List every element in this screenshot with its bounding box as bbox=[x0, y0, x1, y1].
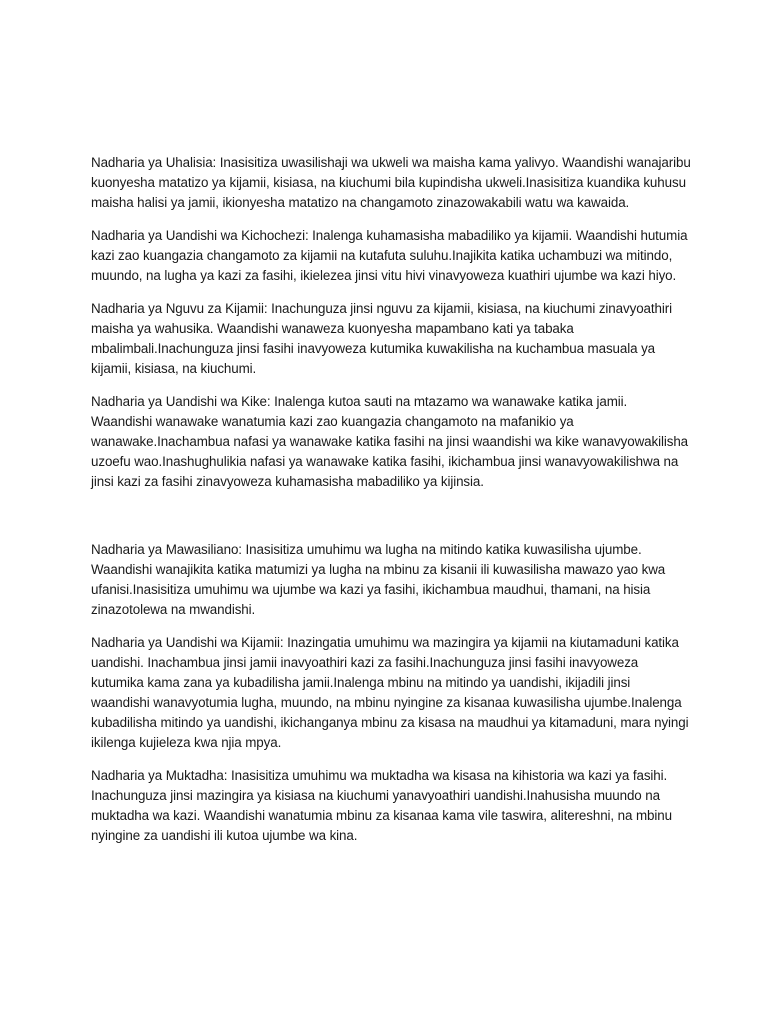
paragraph-muktadha: Nadharia ya Muktadha: Inasisitiza umuhimu wa muktadha wa kisasa na kihistoria wa kazi ya fasihi. Inachunguza jinsi mazingira ya kisiasa na kiuchumi yanavyoathiri uandishi.Inahusisha muundo na muktadha wa kazi. Waandishi wanatumia mbinu za kisanaa kama vile taswira, alitereshni, na mbinu nyingine za uandishi ili kutoa ujumbe wa kina. bbox=[91, 768, 672, 843]
paragraph-nguvu-za-kijamii: Nadharia ya Nguvu za Kijamii: Inachunguza jinsi nguvu za kijamii, kisiasa, na kiuchumi zinavyoathiri maisha ya wahusika. Waandishi wanaweza kuonyesha mapambano kati ya tabaka mbalimbali.Inachunguza jinsi fasihi inavyoweza kutumika kuwakilisha na kuchambua masuala ya kijamii, kisiasa, na kiuchumi. bbox=[91, 301, 672, 376]
paragraph-uandishi-kichochezi: Nadharia ya Uandishi wa Kichochezi: Inalenga kuhamasisha mabadiliko ya kijamii. Waandishi hutumia kazi zao kuangazia changamoto za kijamii na kutafuta suluhu.Inajikita katika uchambuzi wa mitindo, muundo, na lugha ya kazi za fasihi, ikielezea jinsi vitu hivi vinavyoweza kuathiri ujumbe wa kazi hiyo. bbox=[91, 228, 688, 283]
paragraph-uhalisia: Nadharia ya Uhalisia: Inasisitiza uwasilishaji wa ukweli wa maisha kama yalivyo. Waandishi wanajaribu kuonyesha matatizo ya kijamii, kisiasa, na kiuchumi bila kupindisha ukweli.Inasisitiza kuandika kuhusu maisha halisi ya jamii, ikionyesha matatizo na changamoto zinazowakabili watu wa kawaida. bbox=[91, 155, 691, 210]
document-body bbox=[91, 153, 691, 859]
paragraph-uandishi-kijamii: Nadharia ya Uandishi wa Kijamii: Inazingatia umuhimu wa mazingira ya kijamii na kiutamaduni katika uandishi. Inachambua jinsi jamii inavyoathiri kazi za fasihi.Inachunguza jinsi fasihi inavyoweza kutumika kama zana ya kubadilisha jamii.Inalenga mbinu na mitindo ya uandishi, ikijadili jinsi waandishi wanavyotumia lugha, muundo, na mbinu nyingine za kisanaa kuwasilisha ujumbe.Inalenga kubadilisha mitindo ya uandishi, ikichanganya mbinu za kisasa na maudhui ya kitamaduni, mara nyingi ikilenga kujieleza kwa njia mpya. bbox=[91, 635, 689, 750]
paragraph-mawasiliano: Nadharia ya Mawasiliano: Inasisitiza umuhimu wa lugha na mitindo katika kuwasilisha ujumbe. Waandishi wanajikita katika matumizi ya lugha na mbinu za kisanii ili kuwasilisha mawazo yao kwa ufanisi.Inasisitiza umuhimu wa ujumbe wa kazi ya fasihi, ikichambua maudhui, thamani, na hisia zinazotolewa na mwandishi. bbox=[91, 542, 666, 617]
paragraph-uandishi-wa-kike: Nadharia ya Uandishi wa Kike: Inalenga kutoa sauti na mtazamo wa wanawake katika jamii. Waandishi wanawake wanatumia kazi zao kuangazia changamoto na mafanikio ya wanawake.Inachambua nafasi ya wanawake katika fasihi na jinsi waandishi wa kike wanavyowakilisha uzoefu wao.Inashughulikia nafasi ya wanawake katika fasihi, ikichambua jinsi wanavyowakilishwa na jinsi kazi za fasihi zinavyoweza kuhamasisha mabadiliko ya kijinsia. bbox=[91, 394, 689, 489]
